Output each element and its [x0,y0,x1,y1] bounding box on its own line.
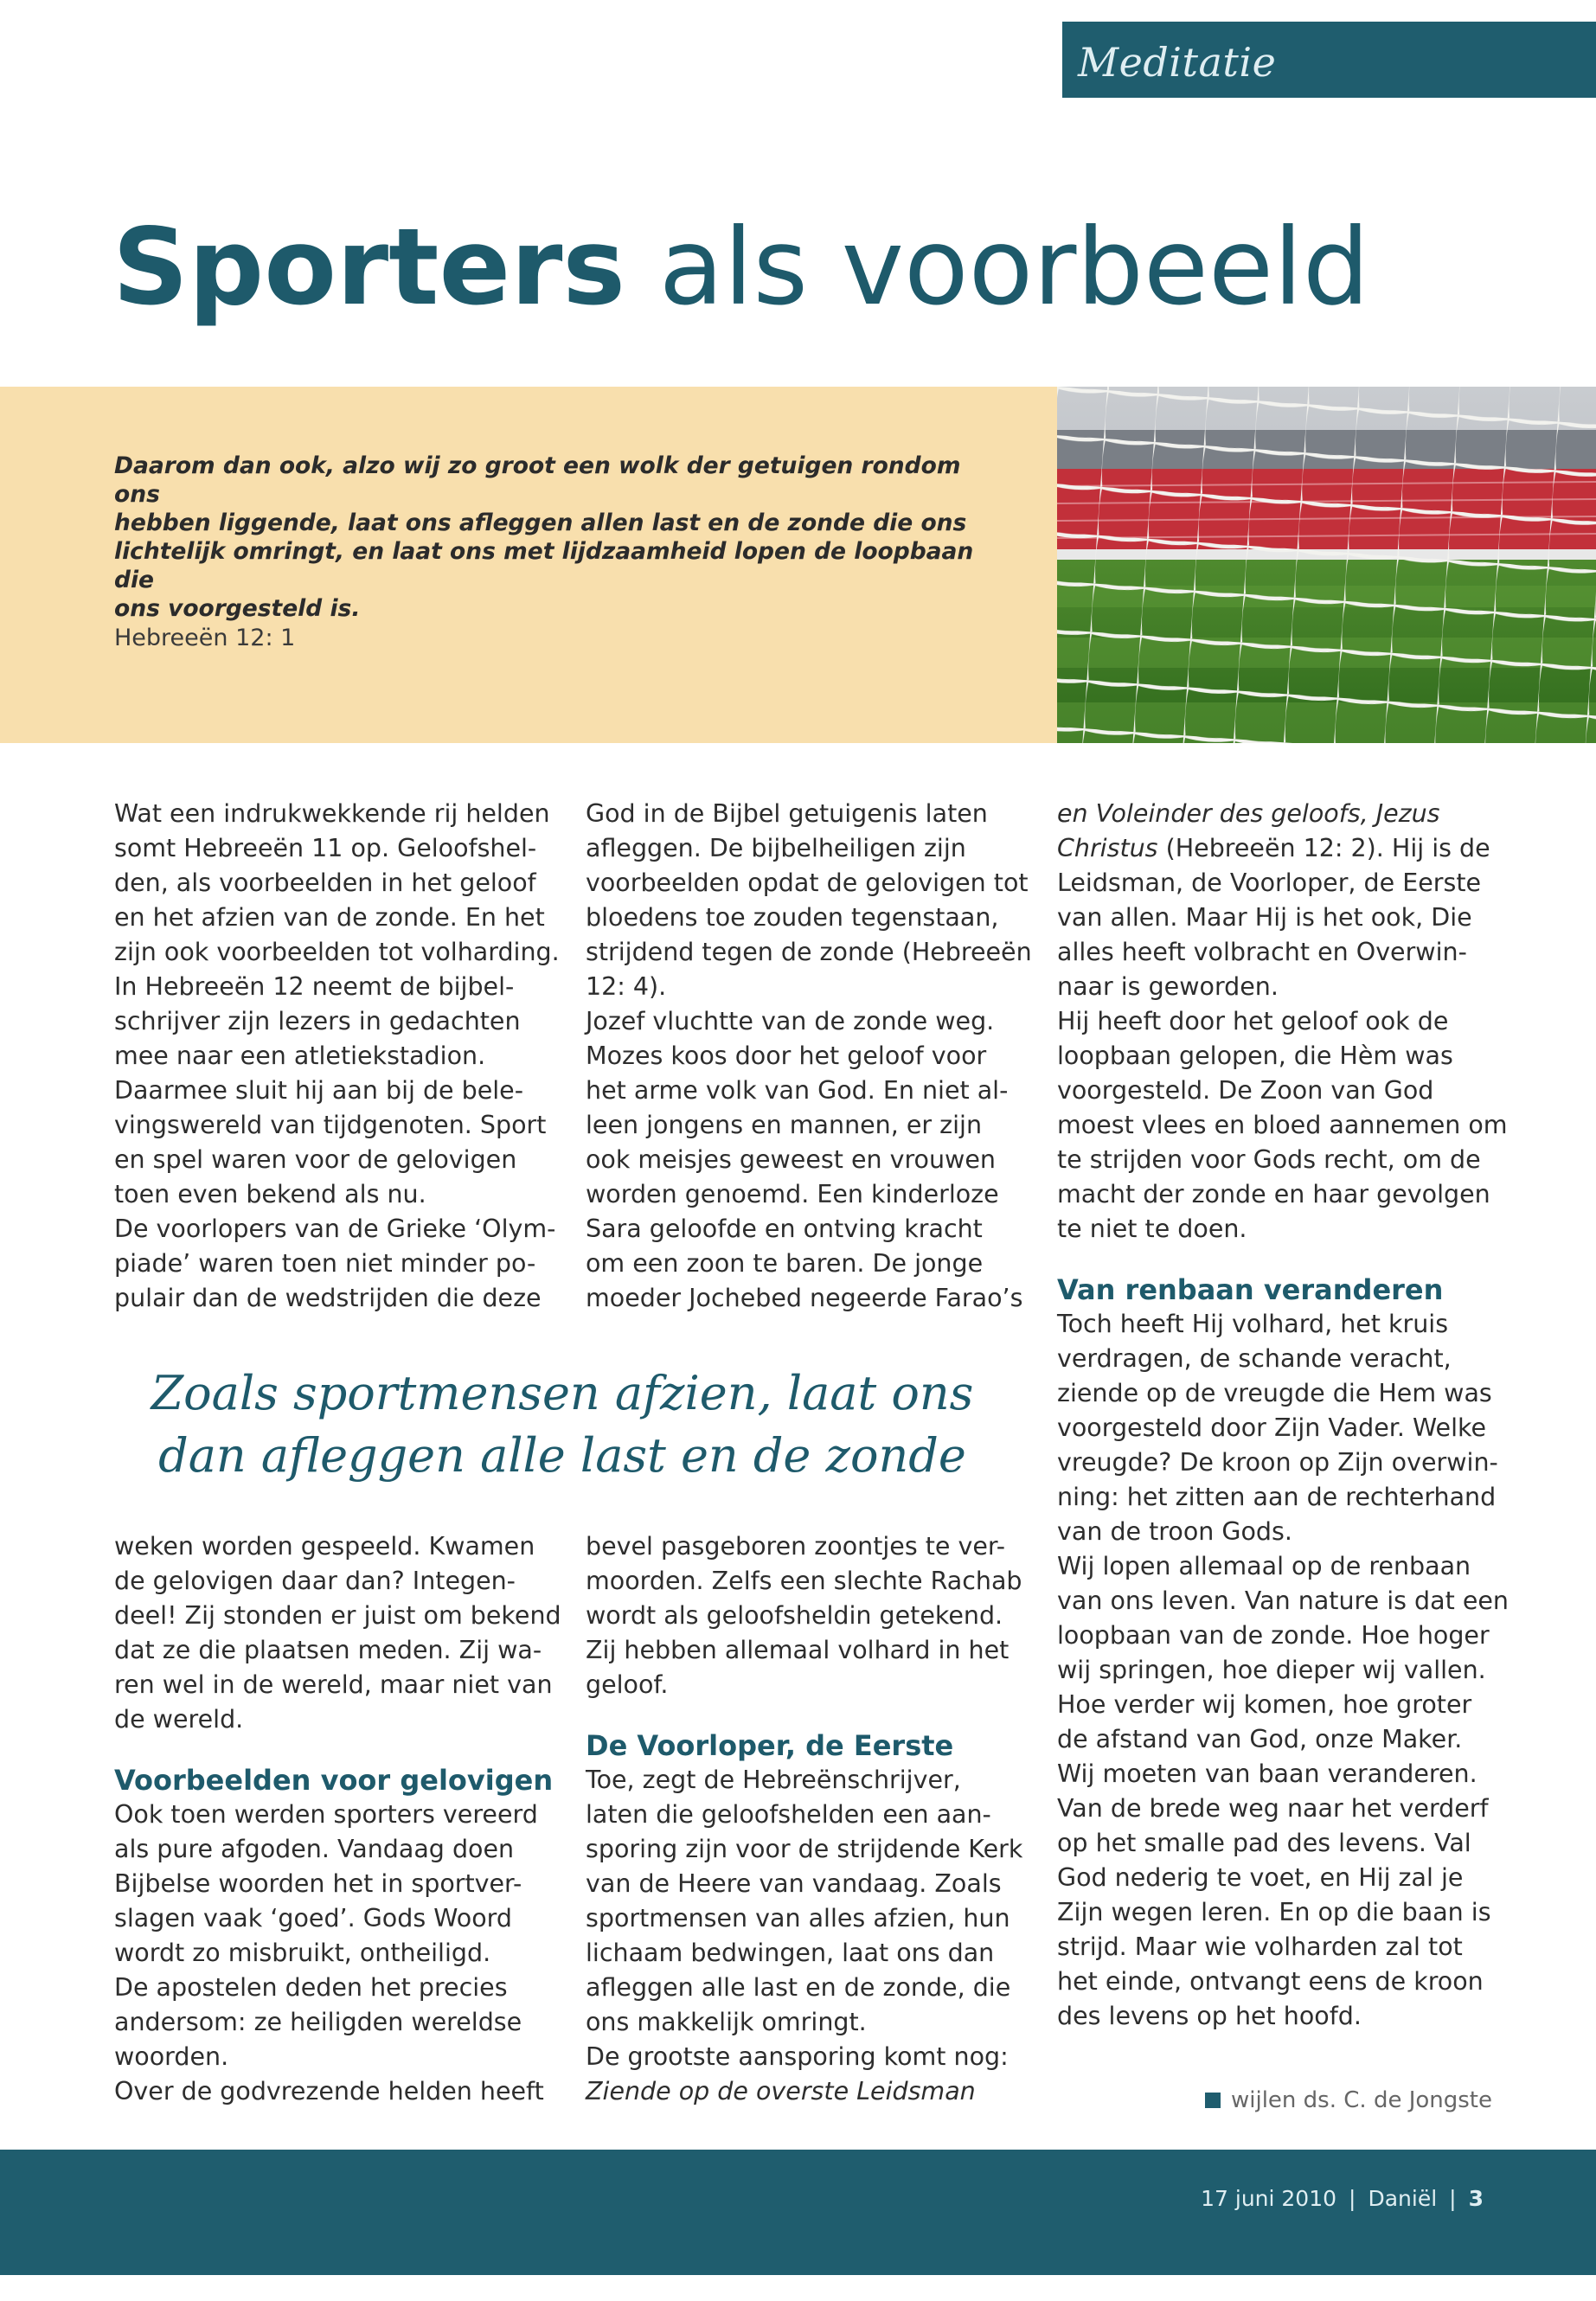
text-line: van de troon Gods. [1057,1517,1292,1546]
text-line: pulair dan de wedstrijden die deze [114,1284,542,1312]
quote-reference: Hebreeën 12: 1 [114,625,296,651]
text-line: Ook toen werden sporters vereerd [114,1800,538,1829]
text-line: weken worden gespeeld. Kwamen [114,1532,535,1561]
pull-quote-line: Zoals sportmensen afzien, laat ons [151,1366,974,1420]
text-line: bloedens toe zouden tegenstaan, [586,903,999,932]
text-line: woorden. [114,2042,229,2071]
quote-line: Daarom dan ook, alzo wij zo groot een wolk der getuigen rondom ons [114,452,961,508]
text-line: de wereld. [114,1705,244,1734]
text-line: sportmensen van alles afzien, hun [586,1904,1010,1932]
text-line: vingswereld van tijdgenoten. Sport [114,1111,547,1139]
column-2-bottom [586,1529,1023,2109]
text-line: Zijn wegen leren. En op die baan is [1057,1898,1491,1926]
issue-date: 17 juni 2010 [1201,2186,1337,2211]
text-line: Wij lopen allemaal op de renbaan [1057,1552,1471,1580]
text-line: wordt als geloofsheldin getekend. [586,1601,1003,1630]
magazine-name: Daniël [1368,2186,1438,2211]
pull-quote-line: dan afleggen alle last en de zonde [158,1428,966,1483]
column-1-bottom [114,1529,561,2109]
text-line: laten die geloofshelden een aan- [586,1800,991,1829]
italic-fragment: Christus [1057,834,1158,862]
text-line: van de Heere van vandaag. Zoals [586,1869,1002,1898]
text-line: moest vlees en bloed aannemen om [1057,1111,1508,1139]
text-line: vreugde? De kroon op Zijn overwin- [1057,1448,1498,1477]
text-line: piade’ waren toen niet minder po- [114,1249,536,1278]
divider: | [1349,2186,1356,2211]
text-line: Bijbelse woorden het in sportver- [114,1869,522,1898]
footer-info [1201,2186,1484,2211]
text-line: loopbaan van de zonde. Hoe hoger [1057,1621,1490,1650]
text-line: Van de brede weg naar het verderf [1057,1794,1489,1823]
column-2-top [586,797,1032,1316]
divider: | [1449,2186,1457,2211]
text-line: op het smalle pad des levens. Val [1057,1829,1471,1857]
text-line: God in de Bijbel getuigenis laten [586,799,988,828]
text-line: De grootste aansporing komt nog: [586,2042,1009,2071]
text-line: afleggen alle last en de zonde, die [586,1973,1011,2002]
text-line: zijn ook voorbeelden tot volharding. [114,938,560,966]
text-line: moorden. Zelfs een slechte Rachab [586,1567,1022,1595]
text-line: mee naar een atletiekstadion. [114,1042,486,1070]
text-line: Toch heeft Hij volhard, het kruis [1057,1310,1449,1338]
column-3 [1057,797,1509,2034]
text-line: toen even bekend als nu. [114,1180,426,1208]
text-line: Leidsman, de Voorloper, de Eerste [1057,868,1482,897]
text-line: ons makkelijk omringt. [586,2008,867,2036]
spacer [114,1737,547,1763]
text-line: en spel waren voor de gelovigen [114,1145,517,1174]
text-line: geloof. [586,1670,669,1699]
text-line: Zij hebben allemaal volhard in het [586,1636,1010,1664]
text-line: afleggen. De bijbelheiligen zijn [586,834,966,862]
text-fragment: (Hebreeën 12: 2). Hij is de [1157,834,1490,862]
text-line: het einde, ontvangt eens de kroon [1057,1967,1484,1996]
column-1-top [114,797,560,1316]
text-line: alles heeft volbracht en Overwin- [1057,938,1467,966]
title-rest: als voorbeeld [625,206,1370,329]
text-line: Over de godvrezende helden heeft [114,2077,544,2106]
author: wijlen ds. C. de Jongste [1231,2087,1492,2113]
text-line: van ons leven. Van nature is dat een [1057,1586,1509,1615]
text-line: schrijver zijn lezers in gedachten [114,1007,521,1035]
text-line-mixed [1057,831,1490,866]
title-bold: Sporters [112,206,626,329]
text-line-italic: Ziende op de overste Leidsman [586,2077,976,2106]
text-line: den, als voorbeelden in het geloof [114,868,536,897]
text-line: slagen vaak ‘goed’. Gods Woord [114,1904,512,1932]
text-line: wij springen, hoe dieper wij vallen. [1057,1656,1486,1684]
text-line: naar is geworden. [1057,972,1279,1001]
text-line: te niet te doen. [1057,1215,1247,1243]
text-line: ren wel in de wereld, maar niet van [114,1670,553,1699]
text-line: om een zoon te baren. De jonge [586,1249,984,1278]
page-number: 3 [1468,2186,1484,2211]
quote-line: lichtelijk omringt, en laat ons met lijdzaamheid lopen de loopbaan die [114,538,974,593]
bible-quote [114,452,979,623]
text-line: wordt zo misbruikt, ontheiligd. [114,1939,491,1967]
text-line: deel! Zij stonden er juist om bekend [114,1601,561,1630]
text-line: te strijden voor Gods recht, om de [1057,1145,1481,1174]
text-line: moeder Jochebed negeerde Farao’s [586,1284,1023,1312]
text-line-italic: en Voleinder des geloofs, Jezus [1057,799,1440,828]
text-line: als pure afgoden. Vandaag doen [114,1835,515,1863]
text-line: en het afzien van de zonde. En het [114,903,545,932]
text-line: Daarmee sluit hij aan bij de bele- [114,1076,524,1105]
text-line: ook meisjes geweest en vrouwen [586,1145,996,1174]
quote-line: ons voorgesteld is. [114,595,361,622]
text-line: de gelovigen daar dan? Integen- [114,1567,516,1595]
heading-renbaan: Van renbaan veranderen [1057,1273,1444,1306]
quote-line: hebben liggende, laat ons afleggen allen last en de zonde die ons [114,510,967,536]
goal-net-stadium-photo [1057,387,1596,743]
text-line: Mozes koos door het geloof voor [586,1042,987,1070]
text-line: leen jongens en mannen, er zijn [586,1111,983,1139]
text-line: De apostelen deden het precies [114,1973,508,2002]
text-line: dat ze die plaatsen meden. Zij wa- [114,1636,542,1664]
text-line: de afstand van God, onze Maker. [1057,1725,1463,1753]
text-line: Sara geloofde en ontving kracht [586,1215,983,1243]
text-line: lichaam bedwingen, laat ons dan [586,1939,995,1967]
text-line: voorgesteld. De Zoon van God [1057,1076,1434,1105]
text-line: ning: het zitten aan de rechterhand [1057,1483,1497,1511]
pull-quote [130,1362,995,1487]
text-line: Wat een indrukwekkende rij helden [114,799,550,828]
page-title [112,206,1370,329]
heading-voorloper: De Voorloper, de Eerste [586,1729,954,1762]
byline [1205,2087,1492,2113]
footer-bar [0,2150,1596,2275]
text-line: Wij moeten van baan veranderen. [1057,1759,1477,1788]
text-line: 12: 4). [586,972,667,1001]
text-line: Toe, zegt de Hebreënschrijver, [586,1766,961,1794]
text-line: In Hebreeën 12 neemt de bijbel- [114,972,515,1001]
spacer [1057,1247,1490,1272]
text-line: voorgesteld door Zijn Vader. Welke [1057,1413,1487,1442]
heading-voorbeelden: Voorbeelden voor gelovigen [114,1764,554,1797]
text-line: worden genoemd. Een kinderloze [586,1180,999,1208]
text-line: Jozef vluchtte van de zonde weg. [586,1007,995,1035]
text-line: het arme volk van God. En niet al- [586,1076,1009,1105]
text-line: sporing zijn voor de strijdende Kerk [586,1835,1023,1863]
text-line: andersom: ze heiligden wereldse [114,2008,522,2036]
text-line: Hoe verder wij komen, hoe groter [1057,1690,1472,1719]
section-tab [1062,22,1596,98]
text-line: Hij heeft door het geloof ook de [1057,1007,1449,1035]
text-line: van allen. Maar Hij is het ook, Die [1057,903,1472,932]
text-line: verdragen, de schande veracht, [1057,1344,1452,1373]
text-line: macht der zonde en haar gevolgen [1057,1180,1490,1208]
text-line: strijd. Maar wie volharden zal tot [1057,1932,1463,1961]
text-line: des levens op het hoofd. [1057,2002,1362,2030]
text-line: somt Hebreeën 11 op. Geloofshel- [114,834,537,862]
text-line: bevel pasgeboren zoontjes te ver- [586,1532,1006,1561]
text-line: ziende op de vreugde die Hem was [1057,1379,1492,1407]
text-line: voorbeelden opdat de gelovigen tot [586,868,1029,897]
text-line: strijdend tegen de zonde (Hebreeën [586,938,1032,966]
spacer [586,1702,1018,1728]
text-line: loopbaan gelopen, die Hèm was [1057,1042,1453,1070]
square-bullet-icon [1205,2093,1221,2108]
text-line: God nederig te voet, en Hij zal je [1057,1863,1464,1892]
section-label: Meditatie [1078,39,1277,86]
text-line: De voorlopers van de Grieke ‘Olym- [114,1215,556,1243]
